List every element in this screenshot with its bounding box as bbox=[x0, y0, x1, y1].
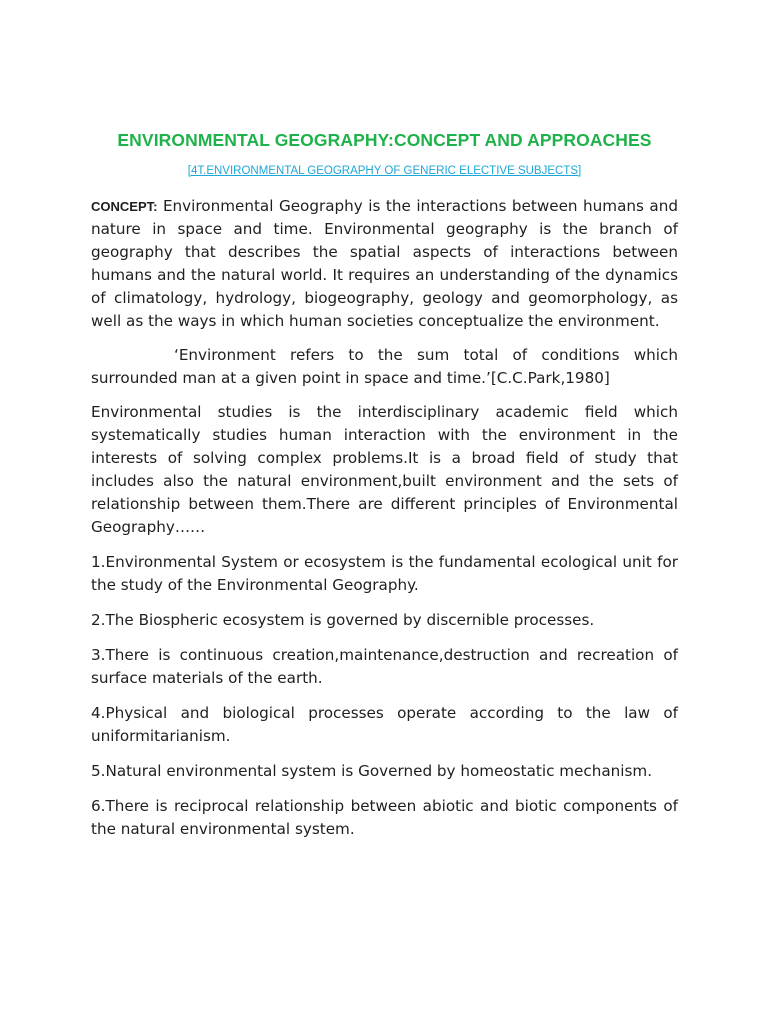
concept-paragraph bbox=[91, 195, 678, 333]
concept-label: CONCEPT: bbox=[91, 199, 158, 214]
document-page bbox=[91, 127, 678, 841]
principle-4: 4.Physical and biological processes operate according to the law of uniformitarianism. bbox=[91, 704, 678, 745]
concept-text: Environmental Geography is the interactions between humans and nature in space and time. Environmental geography is the branch of geography that describes the spatial aspects of interactions between humans and the natural world. It requires an understanding of the dynamics of climatology, hydrology, biogeography, geology and geomorphology, as well as the ways in which human societies conceptualize the environment. bbox=[91, 197, 678, 330]
principle-5: 5.Natural environmental system is Governed by homeostatic mechanism. bbox=[91, 762, 653, 780]
principle-3: 3.There is continuous creation,maintenance,destruction and recreation of surface materials of the earth. bbox=[91, 646, 678, 687]
principle-6: 6.There is reciprocal relationship between abiotic and biotic components of the natural environmental system. bbox=[91, 797, 678, 838]
principle-2: 2.The Biospheric ecosystem is governed by discernible processes. bbox=[91, 611, 595, 629]
studies-paragraph: Environmental studies is the interdisciplinary academic field which systematically studies human interaction with the environment in the interests of solving complex problems.It is a broad field of study that includes also the natural environment,built environment and the sets of relationship between them.There are different principles of Environmental Geography…… bbox=[91, 403, 678, 536]
subtitle-line bbox=[91, 163, 678, 179]
document-title: ENVIRONMENTAL GEOGRAPHY:CONCEPT AND APPROACHES bbox=[117, 130, 652, 150]
principle-1: 1.Environmental System or ecosystem is the fundamental ecological unit for the study of the Environmental Geography. bbox=[91, 553, 678, 594]
subtitle-link[interactable]: [4T.ENVIRONMENTAL GEOGRAPHY OF GENERIC ELECTIVE SUBJECTS] bbox=[187, 165, 582, 177]
quote-paragraph: ‘Environment refers to the sum total of conditions which surrounded man at a given point in space and time.’[C.C.Park,1980] bbox=[91, 346, 678, 387]
